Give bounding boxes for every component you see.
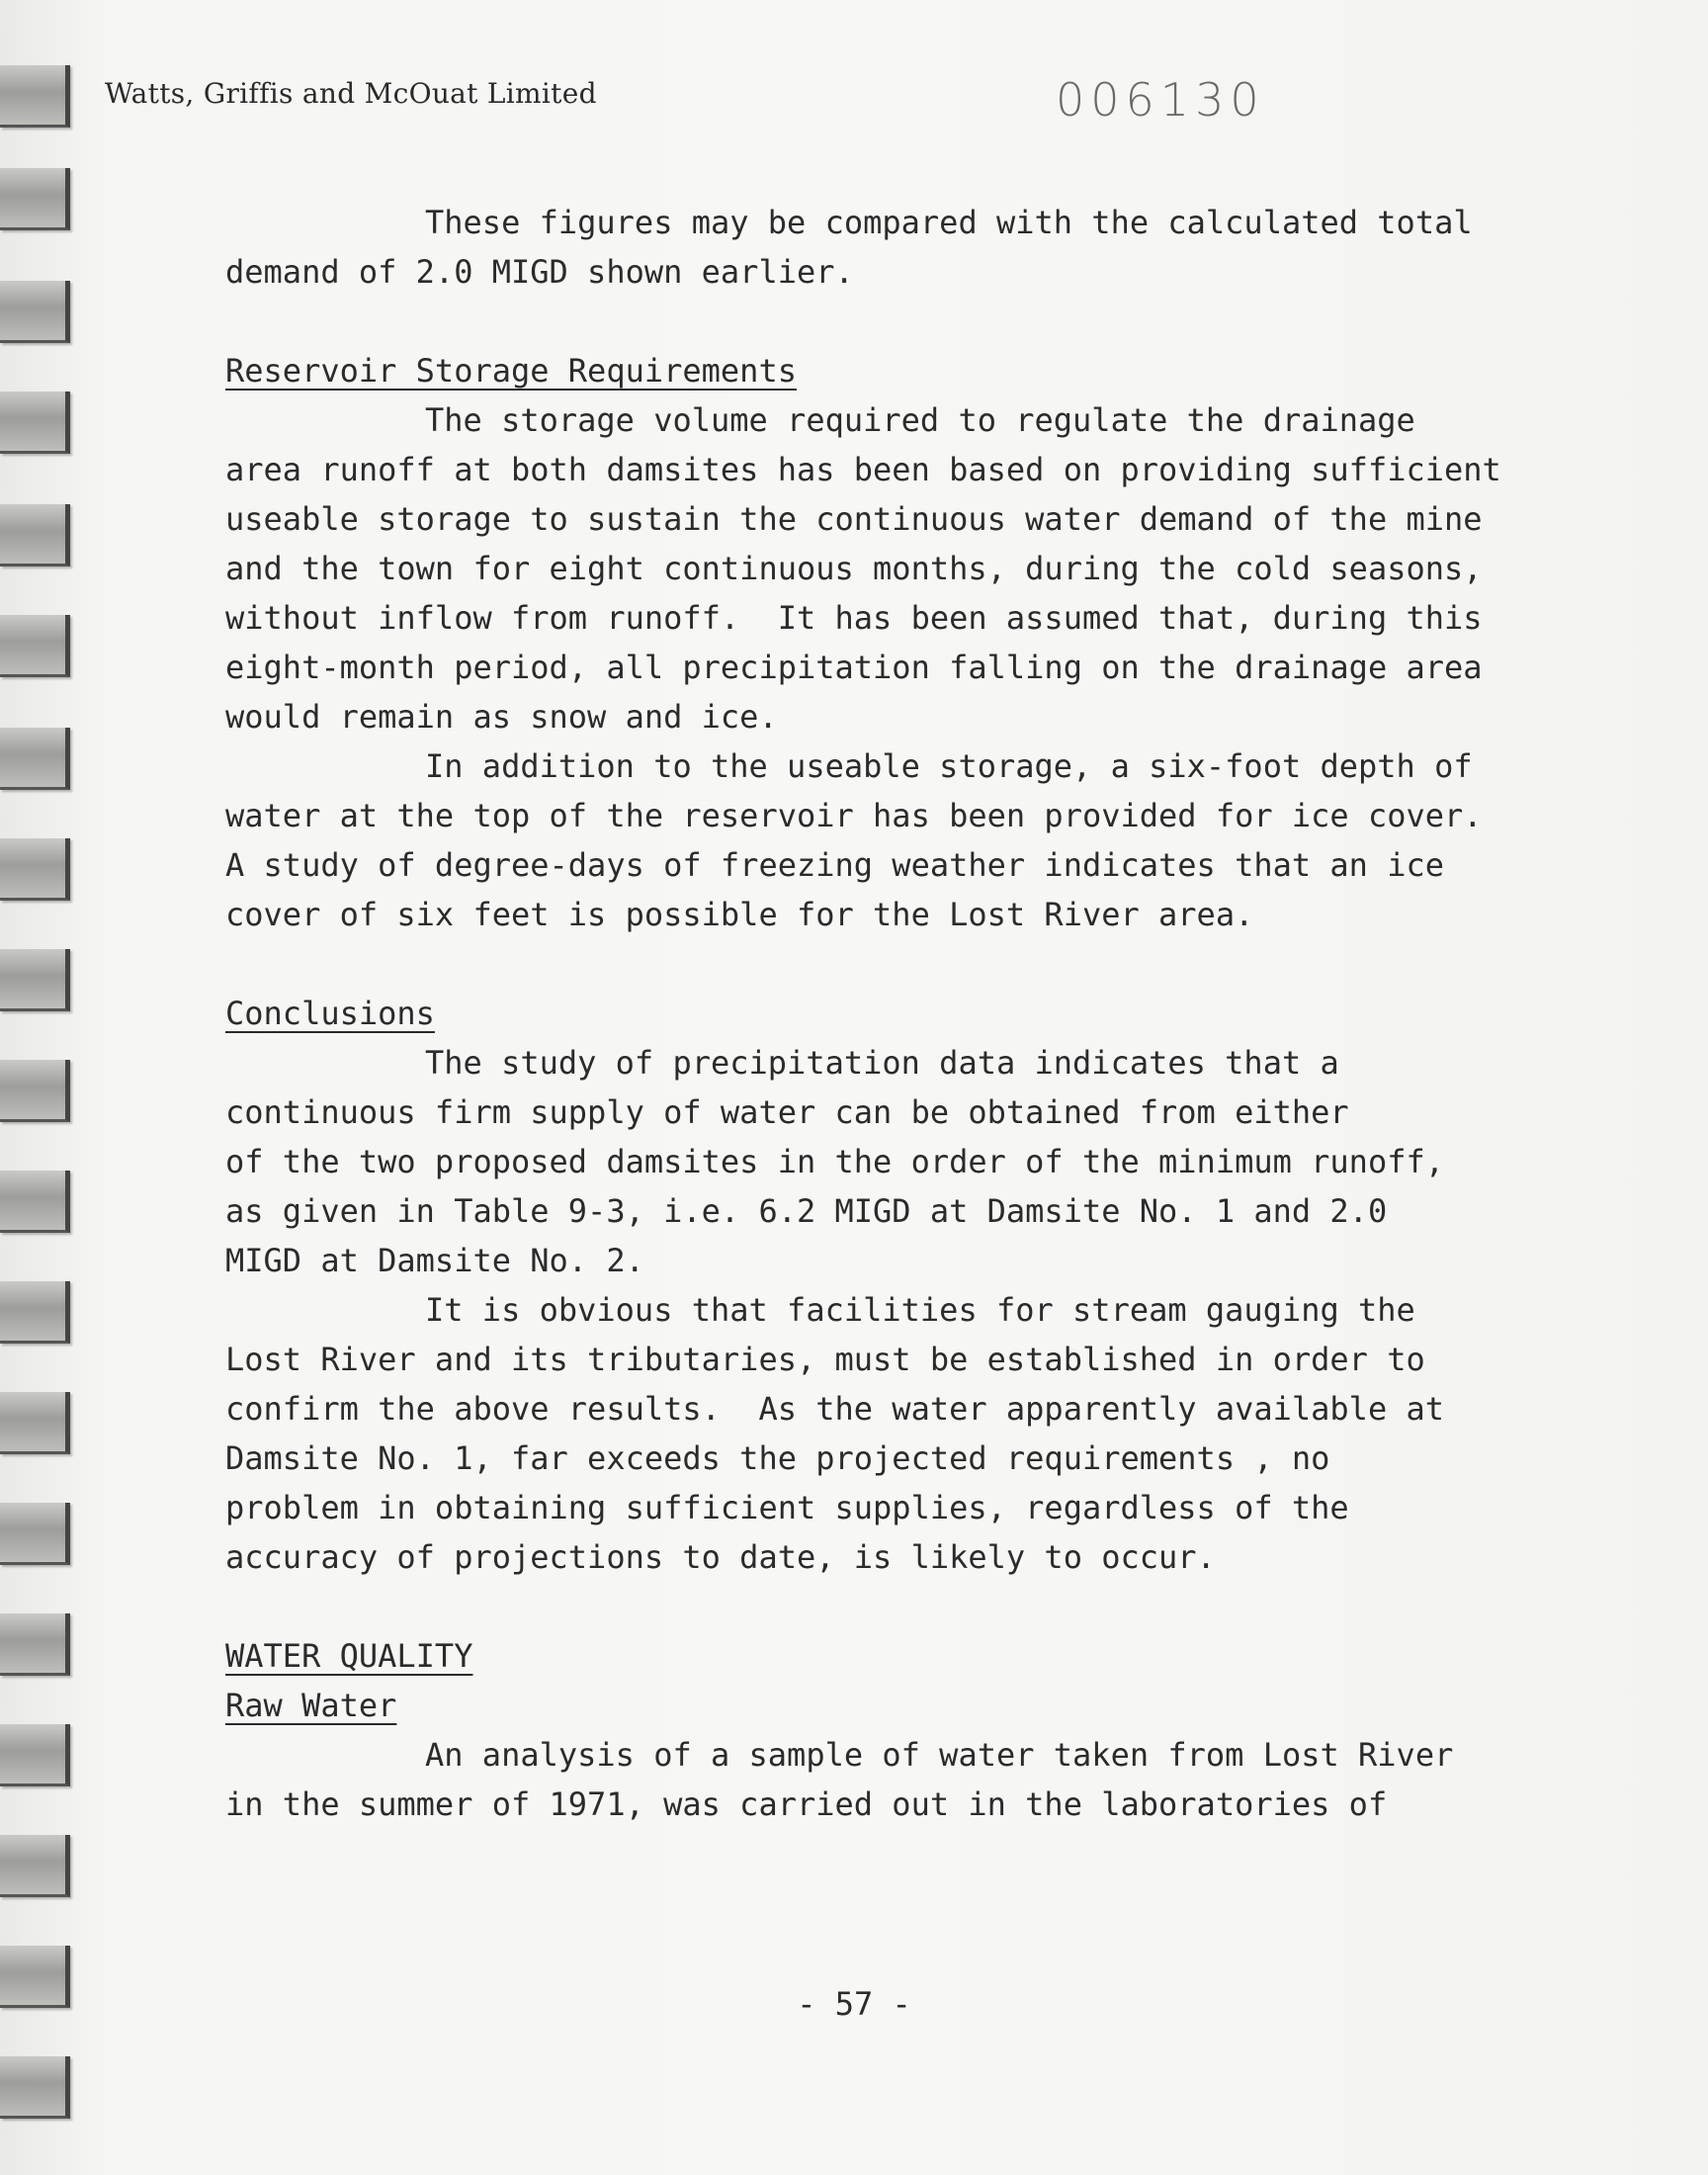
- text-line: These figures may be compared with the calculated total: [425, 204, 1473, 241]
- binding-ring: [0, 281, 70, 343]
- text-line: An analysis of a sample of water taken from Lost River: [425, 1736, 1454, 1774]
- binding-ring: [0, 1724, 70, 1786]
- binding-ring: [0, 1835, 70, 1897]
- binding-ring: [0, 1392, 70, 1454]
- text-line: The storage volume required to regulate the drainage: [425, 401, 1415, 439]
- binding-ring: [0, 168, 70, 230]
- text-line: Lost River and its tributaries, must be established in order to: [225, 1341, 1425, 1378]
- text-line: A study of degree-days of freezing weather indicates that an ice: [225, 846, 1444, 884]
- section-heading-conclusions: Conclusions: [225, 995, 435, 1032]
- subsection-heading-raw-water: Raw Water: [225, 1687, 397, 1724]
- spiral-binding: [0, 0, 79, 2175]
- binding-ring: [0, 392, 70, 454]
- binding-ring: [0, 1613, 70, 1676]
- text-line: as given in Table 9-3, i.e. 6.2 MIGD at Damsite No. 1 and 2.0: [225, 1192, 1388, 1230]
- text-line: MIGD at Damsite No. 2.: [225, 1242, 644, 1279]
- binding-ring: [0, 65, 70, 128]
- text-line: problem in obtaining sufficient supplies, regardless of the: [225, 1489, 1349, 1526]
- text-line: confirm the above results. As the water apparently available at: [225, 1390, 1444, 1428]
- text-line: and the town for eight continuous months, during the cold seasons,: [225, 550, 1483, 587]
- text-line: accuracy of projections to date, is likely to occur.: [225, 1538, 1216, 1576]
- binding-ring: [0, 1060, 70, 1122]
- text-line: Damsite No. 1, far exceeds the projected requirements , no: [225, 1439, 1330, 1477]
- section-heading-water-quality: WATER QUALITY: [225, 1637, 473, 1675]
- section-heading-reservoir: Reservoir Storage Requirements: [225, 352, 797, 390]
- text-line: demand of 2.0 MIGD shown earlier.: [225, 253, 854, 291]
- text-line: It is obvious that facilities for stream gauging the: [425, 1291, 1415, 1329]
- text-line: area runoff at both damsites has been based on providing sufficient: [225, 451, 1501, 488]
- text-line: would remain as snow and ice.: [225, 698, 778, 736]
- binding-ring: [0, 838, 70, 901]
- document-body: [225, 198, 1589, 1829]
- text-line: water at the top of the reservoir has been provided for ice cover.: [225, 797, 1483, 834]
- text-line: in the summer of 1971, was carried out in the laboratories of: [225, 1785, 1388, 1823]
- binding-ring: [0, 949, 70, 1011]
- page-number: - 57 -: [797, 1985, 911, 2023]
- company-letterhead: Watts, Griffis and McOuat Limited: [105, 77, 597, 110]
- text-line: eight-month period, all precipitation falling on the drainage area: [225, 649, 1483, 686]
- binding-ring: [0, 1281, 70, 1344]
- text-line: without inflow from runoff. It has been assumed that, during this: [225, 599, 1483, 637]
- text-line: useable storage to sustain the continuous water demand of the mine: [225, 500, 1483, 538]
- text-line: In addition to the useable storage, a six-foot depth of: [425, 747, 1473, 785]
- text-line: cover of six feet is possible for the Lost River area.: [225, 896, 1254, 933]
- binding-ring: [0, 1171, 70, 1233]
- binding-ring: [0, 728, 70, 790]
- binding-ring: [0, 615, 70, 677]
- binding-ring: [0, 504, 70, 566]
- text-line: The study of precipitation data indicates that a: [425, 1044, 1339, 1082]
- text-line: of the two proposed damsites in the order of the minimum runoff,: [225, 1143, 1444, 1180]
- binding-ring: [0, 1503, 70, 1565]
- text-line: continuous firm supply of water can be obtained from either: [225, 1093, 1349, 1131]
- document-number: 006130: [1056, 73, 1265, 127]
- binding-ring: [0, 2056, 70, 2119]
